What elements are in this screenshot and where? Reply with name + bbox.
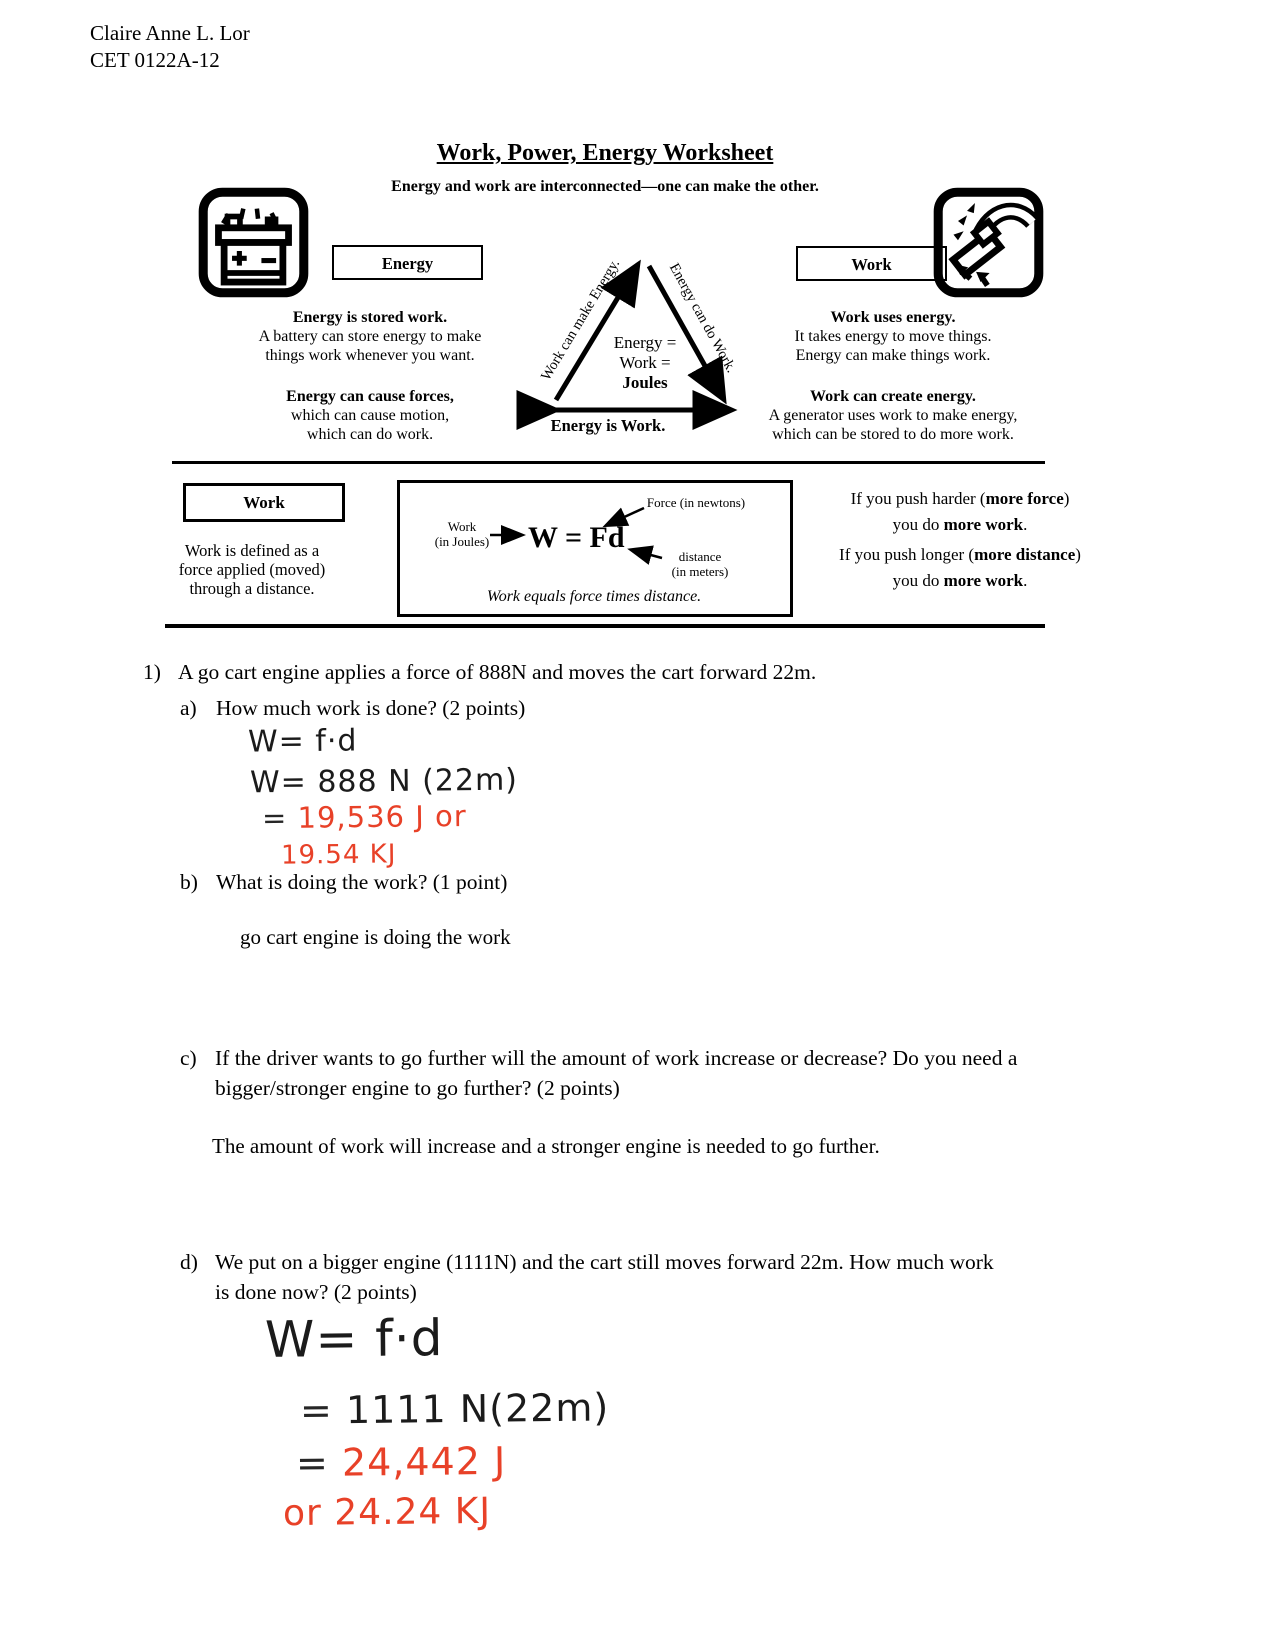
triangle-left-edge-label: Work can make Energy. bbox=[538, 256, 624, 384]
handwritten-d-line-2-eq: = bbox=[299, 1388, 334, 1433]
part-c-label: c) bbox=[180, 1046, 197, 1070]
note1-pre: If you push harder ( bbox=[850, 489, 986, 508]
work-heading-2: Work can create energy. bbox=[810, 388, 976, 405]
question-1-text: A go cart engine applies a force of 888N and moves the cart forward 22m. bbox=[178, 660, 817, 684]
course-code: CET 0122A-12 bbox=[90, 48, 220, 72]
work-heading-1: Work uses energy. bbox=[830, 309, 956, 326]
triangle-center-line-3: Joules bbox=[622, 373, 668, 392]
handwritten-d-line-1: W= f·d bbox=[264, 1309, 444, 1369]
note4-post: . bbox=[1023, 571, 1028, 590]
hammer-icon bbox=[932, 185, 1045, 300]
part-d-label: d) bbox=[180, 1250, 198, 1274]
energy-body-2b: which can do work. bbox=[306, 426, 434, 443]
part-b-text: What is doing the work? (1 point) bbox=[216, 870, 508, 894]
part-a-text: How much work is done? (2 points) bbox=[216, 696, 526, 720]
part-d-text: We put on a bigger engine (1111N) and the cart still moves forward 22m. How much work is done now? (2 points) bbox=[215, 1250, 994, 1304]
push-note-line-4 bbox=[790, 568, 1130, 594]
note4-pre: you do bbox=[892, 571, 944, 590]
handwritten-d-line-4-value: or 24.24 KJ bbox=[282, 1490, 492, 1535]
energy-body-1b: things work whenever you want. bbox=[265, 347, 475, 364]
formula-work-label-2: (in Joules) bbox=[434, 534, 490, 549]
part-c-text: If the driver wants to go further will the amount of work increase or decrease? Do you need a bigger/stronger engine to go further? (2 points) bbox=[215, 1046, 1018, 1100]
energy-body-2a: which can cause motion, bbox=[290, 407, 450, 424]
triangle-center-line-2: Work = bbox=[619, 353, 671, 372]
note3-bold: more distance bbox=[974, 545, 1076, 564]
handwritten-d-line-3-value: 24,442 J bbox=[341, 1438, 507, 1485]
handwritten-d-line-3-eq: = bbox=[295, 1440, 330, 1486]
part-b-label: b) bbox=[180, 870, 198, 894]
document-header bbox=[90, 20, 250, 74]
section-divider-bottom bbox=[165, 624, 1045, 628]
energy-heading-1: Energy is stored work. bbox=[292, 309, 448, 326]
formula-box bbox=[397, 480, 793, 617]
note2-bold: more work bbox=[943, 515, 1024, 534]
note2-pre: you do bbox=[892, 515, 944, 534]
energy-work-triangle-diagram bbox=[538, 250, 740, 435]
work-definition-text bbox=[157, 541, 347, 598]
note4-bold: more work bbox=[943, 571, 1024, 590]
handwritten-a-line-1: W= f·d bbox=[247, 723, 358, 760]
energy-column-text bbox=[205, 308, 535, 444]
formula-equation: W = Fd bbox=[528, 521, 625, 554]
energy-body-1a: A battery can store energy to make bbox=[258, 328, 482, 345]
energy-heading-2: Energy can cause forces, bbox=[286, 388, 454, 405]
work-def-line-3: through a distance. bbox=[189, 579, 315, 598]
handwritten-a-line-3-value: 19,536 J or bbox=[297, 798, 467, 835]
handwritten-a-line-2: W= 888 N (22m) bbox=[249, 762, 519, 801]
push-notes bbox=[790, 486, 1130, 594]
handwritten-a-line-3 bbox=[262, 799, 467, 835]
section-divider-top bbox=[172, 461, 1045, 464]
work-body-2a: A generator uses work to make energy, bbox=[768, 407, 1018, 424]
handwritten-d-line-4 bbox=[283, 1491, 491, 1534]
formula-work-label-1: Work bbox=[447, 519, 477, 534]
energy-label-box: Energy bbox=[332, 245, 483, 280]
part-b-answer: go cart engine is doing the work bbox=[240, 925, 511, 949]
work-def-line-1: Work is defined as a bbox=[184, 541, 320, 560]
handwritten-a-line-4-value: 19.54 KJ bbox=[280, 839, 397, 871]
formula-distance-label-1: distance bbox=[678, 549, 722, 564]
formula-caption: Work equals force times distance. bbox=[486, 588, 702, 605]
battery-icon bbox=[197, 185, 310, 300]
question-1-number: 1) bbox=[143, 660, 161, 684]
page-title: Work, Power, Energy Worksheet bbox=[436, 140, 774, 166]
work-body-2b: which can be stored to do more work. bbox=[772, 426, 1014, 443]
note2-post: . bbox=[1023, 515, 1028, 534]
work-body-1b: Energy can make things work. bbox=[795, 347, 991, 364]
work-definition-box: Work bbox=[183, 483, 345, 522]
handwritten-a-line-3-eq: = bbox=[261, 800, 288, 836]
formula-force-label: Force (in newtons) bbox=[646, 495, 746, 510]
push-note-line-1 bbox=[790, 486, 1130, 512]
formula-distance-label-2: (in meters) bbox=[671, 564, 729, 579]
triangle-right-edge-label: Energy can do Work. bbox=[665, 260, 740, 376]
triangle-center-line-1: Energy = bbox=[613, 333, 677, 352]
work-def-line-2: force applied (moved) bbox=[178, 560, 326, 579]
triangle-bottom-label: Energy is Work. bbox=[550, 416, 666, 435]
formula-diagram bbox=[400, 483, 789, 613]
note3-post: ) bbox=[1075, 545, 1081, 564]
handwritten-a-line-4 bbox=[281, 839, 397, 870]
work-column-text bbox=[728, 308, 1058, 444]
work-body-1a: It takes energy to move things. bbox=[794, 328, 992, 345]
page-subtitle: Energy and work are interconnected—one can make the other. bbox=[391, 178, 819, 195]
part-c-answer: The amount of work will increase and a stronger engine is needed to go further. bbox=[212, 1134, 880, 1158]
note1-bold: more force bbox=[985, 489, 1064, 508]
push-note-line-2 bbox=[790, 512, 1130, 538]
note1-post: ) bbox=[1063, 489, 1070, 508]
handwritten-d-line-2 bbox=[300, 1385, 610, 1432]
student-name: Claire Anne L. Lor bbox=[90, 21, 250, 45]
handwritten-d-line-2-value: 1111 N(22m) bbox=[345, 1385, 610, 1433]
note3-pre: If you push longer ( bbox=[839, 545, 975, 564]
work-label-box: Work bbox=[796, 246, 947, 281]
handwritten-d-line-3 bbox=[296, 1439, 507, 1485]
push-note-line-3 bbox=[790, 542, 1130, 568]
part-a-label: a) bbox=[180, 696, 197, 720]
